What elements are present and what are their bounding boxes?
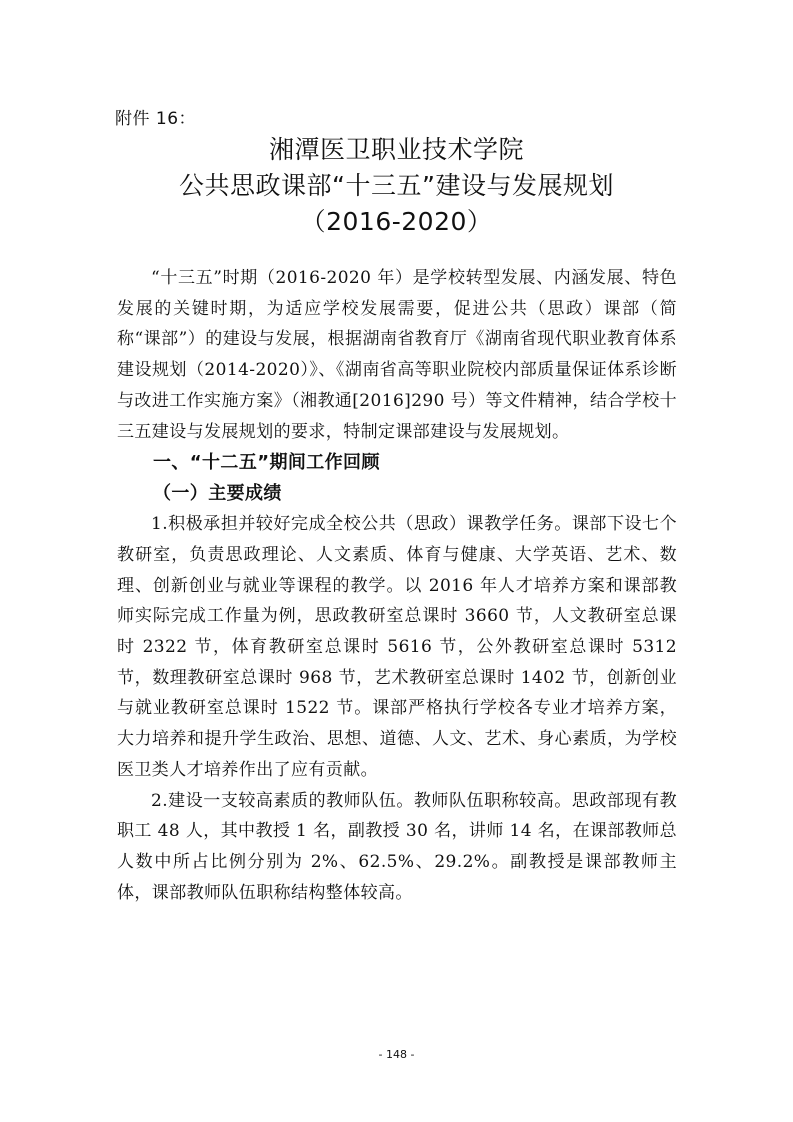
title-line-plan: 公共思政课部“十三五”建设与发展规划	[179, 171, 614, 200]
intro-paragraph: “十三五”时期（2016-2020 年）是学校转型发展、内涵发展、特色发展的关键时期，为适应学校发展需要，促进公共（思政）课部（简称“课部”）的建设与发展，根据湖南省教育厅《湖南省现代职业教育体系建设规划（2014-2020）》、《湖南省高等职业院校内部质量保证体系诊断与改进工作实施方案》（湘教通[2016]290 号）等文件精神，结合学校十三五建设与发展规划的要求，特制定课部建设与发展规划。	[117, 268, 677, 442]
title-line-years: （2016-2020）	[300, 207, 493, 236]
attachment-label: 附件 16：	[115, 109, 197, 129]
title-line-school: 湘潭医卫职业技术学院	[268, 135, 524, 164]
section-heading-review: 一、“十二五”期间工作回顾	[153, 452, 380, 474]
paragraph-item-1: 1.积极承担并较好完成全校公共（思政）课教学任务。课部下设七个教研室，负责思政理论、人文素质、体育与健康、大学英语、艺术、数理、创新创业与就业等课程的教学。以 2016 年人才培养方案和课部教师实际完成工作量为例，思政教研室总课时 3660 节，人文教研室总课时 2322 节，体育教研室总课时 5616 节，公外教研室总课时 5312 节，数理教研室总课时 968 节，艺术教研室总课时 1402 节，创新创业与就业教研室总课时 1522 节。课部严格执行学校各专业才培养方案，大力培养和提升学生政治、思想、道德、人文、艺术、身心素质，为学校医卫类人才培养作出了应有贡献。	[117, 514, 677, 780]
page-number: - 148 -	[378, 1048, 415, 1061]
document-title	[0, 132, 793, 240]
paragraph-item-2: 2.建设一支较高素质的教师队伍。教师队伍职称较高。思政部现有教职工 48 人，其中教授 1 名，副教授 30 名，讲师 14 名，在课部教师总人数中所占比例分别为 2%、62.5%、29.2%。副教授是课部教师主体，课部教师队伍职称结构整体较高。	[117, 790, 677, 903]
subsection-heading-achievements: （一）主要成绩	[153, 483, 282, 505]
document-body	[117, 263, 677, 908]
